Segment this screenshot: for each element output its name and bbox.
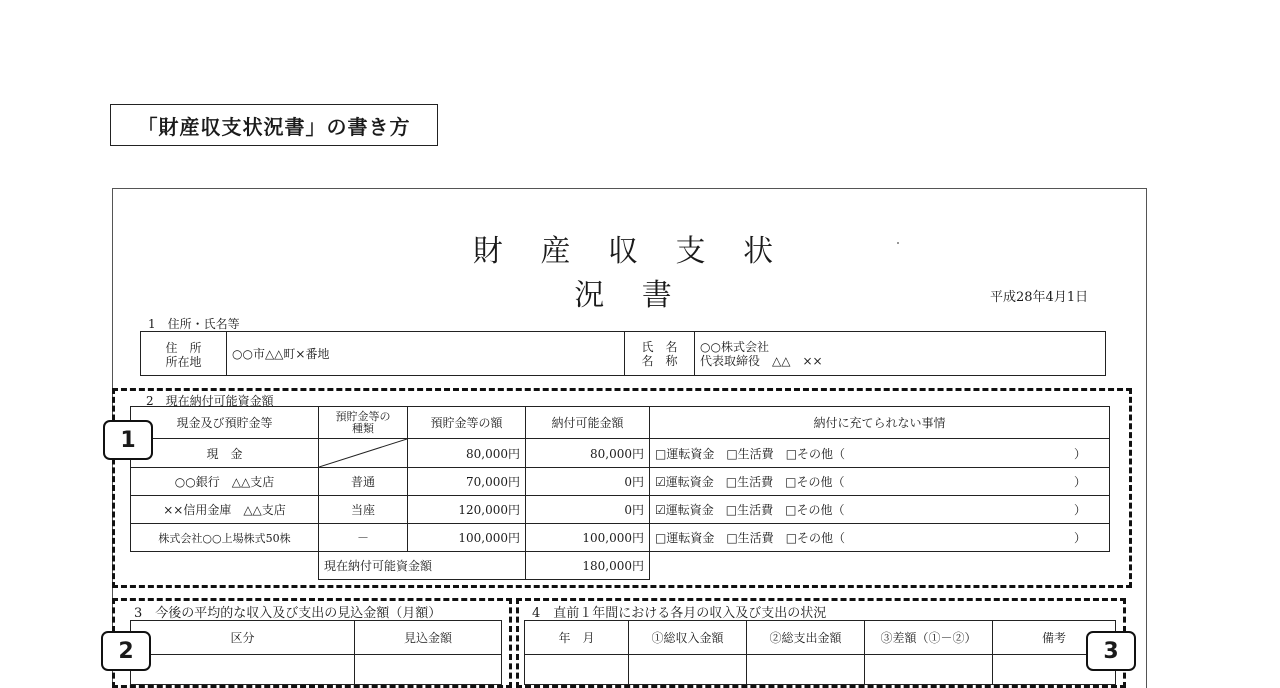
total-label: 現在納付可能資金額 — [319, 552, 526, 580]
row-reason — [650, 524, 1110, 552]
row-amount: 100,000円 — [408, 524, 526, 552]
name-value-1: ○○株式会社 — [700, 339, 769, 354]
header-category: 区分 — [131, 621, 355, 655]
row-item: 現 金 — [131, 439, 319, 468]
check-other: □その他（ — [785, 531, 846, 545]
callout-badge-3: 3 — [1086, 631, 1136, 671]
address-label-cell — [141, 332, 227, 376]
row-reason — [650, 496, 1110, 524]
header-expense: ②総支出金額 — [747, 621, 865, 655]
check-operating: ☑運転資金 — [655, 475, 714, 489]
section3-table — [130, 620, 502, 685]
check-other: □その他（ — [785, 503, 845, 517]
paren-close: ） — [1073, 503, 1086, 517]
check-living: □生活費 — [725, 503, 774, 517]
address-label-2: 所在地 — [165, 354, 202, 369]
row-payable: 80,000円 — [526, 439, 650, 468]
row-type: － — [319, 524, 408, 552]
header-type: 預貯金等の 種類 — [319, 407, 408, 439]
row-type: 当座 — [319, 496, 408, 524]
check-other: □その他（ — [785, 446, 846, 461]
row-reason — [650, 468, 1110, 496]
row-payable: 0円 — [526, 468, 650, 496]
section1-label: 1 住所・氏名等 — [148, 317, 240, 331]
section1-table — [140, 331, 1106, 376]
paren-close: ） — [1073, 475, 1086, 489]
section2-table — [130, 406, 1110, 580]
check-other: □その他（ — [785, 475, 845, 489]
paren-close: ） — [1073, 446, 1086, 461]
section4-table — [524, 620, 1116, 685]
check-operating: ☑運転資金 — [655, 503, 714, 517]
diagonal-line — [319, 439, 407, 467]
callout-badge-2: 2 — [101, 631, 151, 671]
guide-title: 「財産収支状況書」の書き方 — [110, 104, 438, 146]
row-type-empty — [319, 439, 408, 468]
header-amount: 預貯金等の額 — [408, 407, 526, 439]
table-row — [131, 524, 1110, 552]
header-estimate: 見込金額 — [355, 621, 502, 655]
check-living: □生活費 — [726, 446, 774, 461]
callout-badge-1: 1 — [103, 420, 153, 460]
section2-label: 2 現在納付可能資金額 — [146, 394, 274, 408]
header-diff: ③差額（①－②） — [865, 621, 993, 655]
name-value-cell — [695, 332, 1106, 376]
row-amount: 80,000円 — [408, 439, 526, 468]
paren-close: ） — [1073, 531, 1086, 545]
row-payable: 100,000円 — [526, 524, 650, 552]
name-label-cell — [625, 332, 695, 376]
check-operating: □運転資金 — [655, 446, 715, 461]
row-amount: 120,000円 — [408, 496, 526, 524]
name-label-1: 氏 名 — [641, 339, 678, 354]
header-item: 現金及び預貯金等 — [131, 407, 319, 439]
document-title: 財 産 収 支 状 況 書 — [472, 234, 788, 313]
row-item: ○○銀行 △△支店 — [131, 468, 319, 496]
blank-cell — [650, 552, 1110, 580]
total-value: 180,000円 — [526, 552, 650, 580]
row-reason — [650, 439, 1110, 468]
name-label-2: 名 称 — [641, 353, 678, 368]
check-living: □生活費 — [725, 475, 774, 489]
speck — [897, 242, 899, 244]
row-payable: 0円 — [526, 496, 650, 524]
row-item: 株式会社○○上場株式50株 — [131, 524, 319, 552]
header-remarks: 備考 — [993, 621, 1116, 655]
row-type: 普通 — [319, 468, 408, 496]
blank-cell — [131, 552, 319, 580]
header-reason: 納付に充てられない事情 — [650, 407, 1110, 439]
header-income: ①総収入金額 — [629, 621, 747, 655]
header-month: 年 月 — [525, 621, 629, 655]
check-operating: □運転資金 — [655, 531, 715, 545]
section3-label: 3 今後の平均的な収入及び支出の見込金額（月額） — [134, 606, 442, 621]
section4-label: 4 直前１年間における各月の収入及び支出の状況 — [532, 606, 827, 621]
name-value-2: 代表取締役 △△ ×× — [700, 353, 823, 368]
header-payable: 納付可能金額 — [526, 407, 650, 439]
document-date: 平成28年4月1日 — [990, 290, 1089, 305]
row-amount: 70,000円 — [408, 468, 526, 496]
table-row — [131, 496, 1110, 524]
row-item: ××信用金庫 △△支店 — [131, 496, 319, 524]
table-row — [131, 468, 1110, 496]
address-label-1: 住 所 — [165, 340, 202, 355]
table-row — [131, 439, 1110, 468]
address-value: ○○市△△町×番地 — [227, 332, 625, 376]
check-living: □生活費 — [726, 531, 774, 545]
